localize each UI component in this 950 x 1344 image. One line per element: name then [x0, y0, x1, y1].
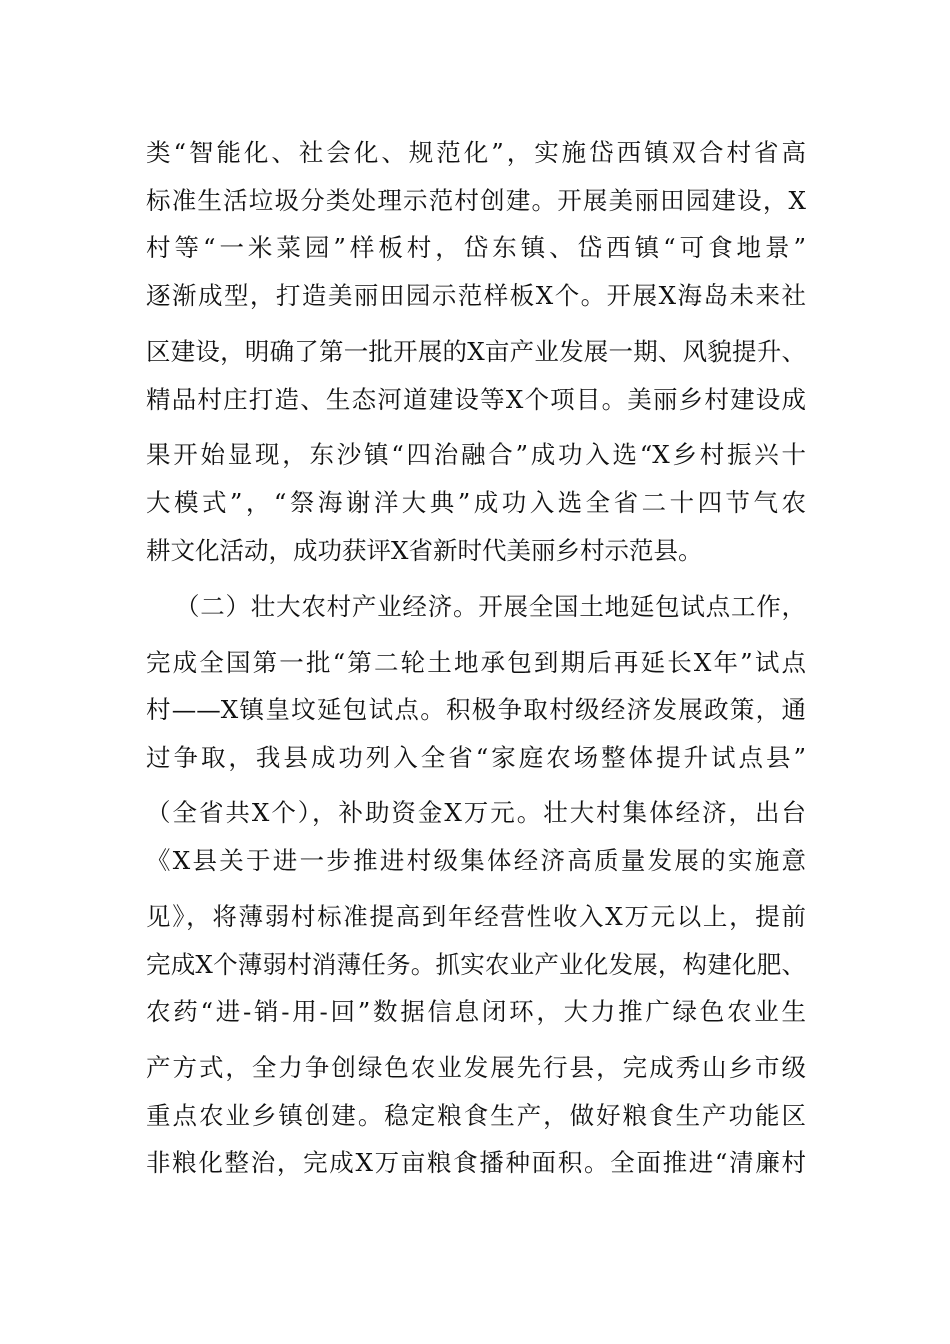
paragraph-2-line-4: 过争取，我县成功列入全省“家庭农场整体提升试点县” [146, 743, 806, 772]
paragraph-2-line-2: 完成全国第一批“第二轮土地承包到期后再延长X年”试点 [146, 648, 806, 677]
paragraph-2-line-1: （二）壮大农村产业经济。开展全国土地延包试点工作， [175, 592, 806, 621]
paragraph-2-line-12: 非粮化整治，完成X万亩粮食播种面积。全面推进“清廉村 [146, 1148, 806, 1177]
paragraph-2-line-7: 见》，将薄弱村标准提高到年经营性收入X万元以上，提前 [146, 902, 806, 931]
paragraph-1-line-4: 逐渐成型，打造美丽田园示范样板X个。开展X海岛未来社 [146, 281, 806, 310]
paragraph-2-line-8: 完成X个薄弱村消薄任务。抓实农业产业化发展，构建化肥、 [146, 950, 806, 979]
paragraph-1-line-7: 果开始显现，东沙镇“四治融合”成功入选“X乡村振兴十 [146, 440, 806, 469]
paragraph-1-line-3: 村等“一米菜园”样板村，岱东镇、岱西镇“可食地景” [146, 233, 806, 262]
paragraph-2-line-5: （全省共X个），补助资金X万元。壮大村集体经济，出台 [146, 798, 806, 827]
paragraph-1-line-2: 标准生活垃圾分类处理示范村创建。开展美丽田园建设，X [146, 186, 806, 215]
paragraph-1-line-1: 类“智能化、社会化、规范化”，实施岱西镇双合村省高 [146, 138, 806, 167]
paragraph-1-line-9: 耕文化活动，成功获评X省新时代美丽乡村示范县。 [146, 536, 703, 565]
paragraph-1-line-5: 区建设，明确了第一批开展的X亩产业发展一期、风貌提升、 [146, 337, 806, 366]
paragraph-1-line-6: 精品村庄打造、生态河道建设等X个项目。美丽乡村建设成 [146, 385, 806, 414]
paragraph-2-line-3: 村——X镇皇坟延包试点。积极争取村级经济发展政策，通 [146, 695, 806, 724]
paragraph-2-line-6: 《X县关于进一步推进村级集体经济高质量发展的实施意 [146, 846, 806, 875]
paragraph-1-line-8: 大模式”，“祭海谢洋大典”成功入选全省二十四节气农 [146, 488, 806, 517]
paragraph-2-line-9: 农药“进-销-用-回”数据信息闭环，大力推广绿色农业生 [146, 997, 806, 1026]
paragraph-2-line-11: 重点农业乡镇创建。稳定粮食生产，做好粮食生产功能区 [146, 1101, 806, 1130]
paragraph-2-line-10: 产方式，全力争创绿色农业发展先行县，完成秀山乡市级 [146, 1053, 806, 1082]
